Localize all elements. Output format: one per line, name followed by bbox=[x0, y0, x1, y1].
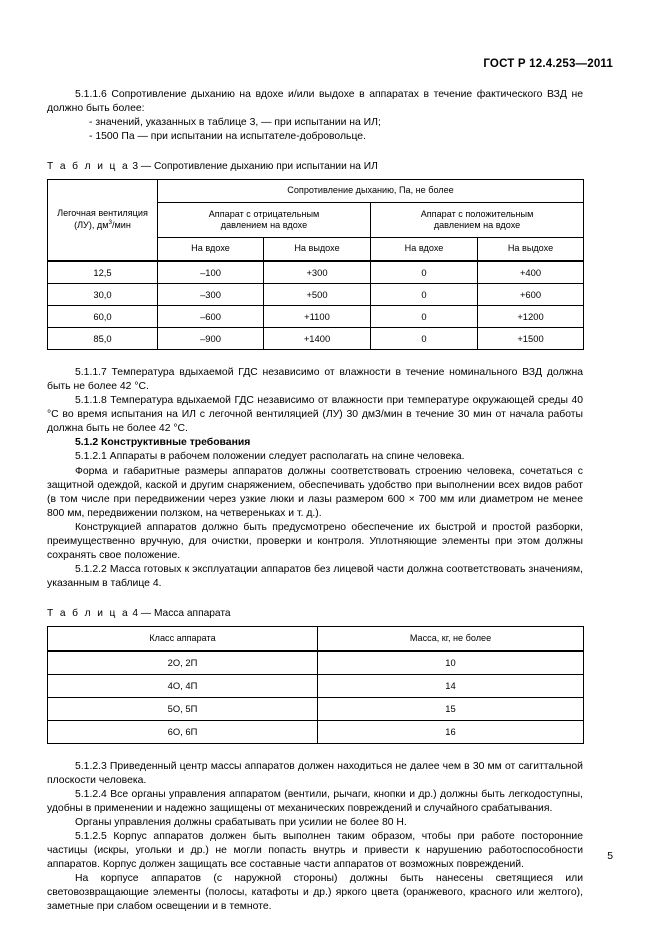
table3-caption-number: 3 bbox=[132, 161, 139, 173]
paragraph-5-1-2-3: 5.1.2.3 Приведенный центр массы аппаратов должен находиться не далее чем в 30 мм от сагиттальной плоскости человека. bbox=[47, 760, 583, 786]
table3-cell: 30,0 bbox=[48, 284, 158, 306]
paragraph-5-1-2-1-b: Форма и габаритные размеры аппаратов должны соответствовать строению человека, сочетаться с защитной одеждой, каской и другим снаряжением, обеспечивать удобство при выполнении всех видов работ (в том числе при передвижении через узкие люки и лазы размером 600 × 700 мм или диаметром не менее 800 мм, передвижении ползком, на четвереньках и т. д.). bbox=[47, 465, 583, 519]
paragraph-5-1-1-6: 5.1.1.6 Сопротивление дыханию на вдохе и/или выдохе в аппаратах в течение фактического ВЗД не должно быть более: bbox=[47, 89, 583, 115]
table3-cell: 12,5 bbox=[48, 261, 158, 284]
table4-caption-dash: — bbox=[140, 607, 152, 619]
table4-caption-lead: Т а б л и ц а bbox=[47, 607, 130, 619]
table3-head-row-1 bbox=[48, 180, 584, 203]
page-content bbox=[47, 88, 583, 914]
table3-cell: +1500 bbox=[478, 328, 584, 350]
table3-caption-dash: — bbox=[140, 161, 152, 173]
table3-cell: +400 bbox=[478, 261, 584, 284]
standard-header: ГОСТ Р 12.4.253—2011 bbox=[483, 58, 613, 70]
list-item-1500pa: - 1500 Па — при испытании на испытателе-добровольце. bbox=[89, 131, 366, 143]
table3-subheader-1: На выдохе bbox=[264, 238, 371, 262]
table4-head bbox=[48, 626, 584, 651]
table-row bbox=[48, 697, 584, 720]
table3-cell: 0 bbox=[371, 284, 478, 306]
paragraph-5-1-2-4-b: Органы управления должны срабатывать при усилии не более 80 Н. bbox=[75, 817, 407, 829]
table4-head-row bbox=[48, 626, 584, 651]
heading-5-1-2: 5.1.2 Конструктивные требования bbox=[75, 437, 251, 449]
table3-cell: –100 bbox=[158, 261, 264, 284]
paragraph-5-1-1-8: 5.1.1.8 Температура вдыхаемой ГДС независимо от влажности при температуре окружающей среды 40 °С во время испытания на ИЛ с легочной вентиляцией (ЛУ) 30 дм3/мин в течение 30 мин от начала работы должна быть не более 42 °С. bbox=[47, 395, 583, 435]
paragraph-5-1-1-7: 5.1.1.7 Температура вдыхаемой ГДС независимо от влажности в течение номинального ВЗД должна быть не более 42 °С. bbox=[47, 367, 583, 393]
paragraph-5-1-2-1-c: Конструкцией аппаратов должно быть предусмотрено обеспечение их быстрой и простой разборки, преимущественно вручную, для очистки, проверки и контроля. Уплотняющие элементы при этом должны сохранять свое положение. bbox=[47, 521, 583, 561]
table3-caption-title: Сопротивление дыханию при испытании на ИЛ bbox=[153, 161, 378, 173]
table-apparatus-mass bbox=[47, 626, 584, 744]
page-number: 5 bbox=[607, 851, 613, 862]
table3-group-negative-line2: давлением на вдохе bbox=[220, 220, 308, 231]
table-row bbox=[48, 306, 584, 328]
table3-group-positive bbox=[371, 203, 584, 238]
table3-group-positive-line1: Аппарат с положительным bbox=[420, 208, 534, 219]
table3-caption bbox=[47, 160, 583, 173]
table3-cell: 60,0 bbox=[48, 306, 158, 328]
table3-group-negative bbox=[158, 203, 371, 238]
table4-cell: 5О, 5П bbox=[48, 697, 318, 720]
table4-cell: 6О, 6П bbox=[48, 720, 318, 743]
table3-cell: +1400 bbox=[264, 328, 371, 350]
table3-cell: 0 bbox=[371, 328, 478, 350]
table-row bbox=[48, 284, 584, 306]
table-row bbox=[48, 720, 584, 743]
table4-body bbox=[48, 651, 584, 744]
table3-stub-line2-b: /мин bbox=[112, 220, 131, 231]
table4-caption-title: Масса аппарата bbox=[153, 607, 231, 619]
table3-cell: +500 bbox=[264, 284, 371, 306]
table4-cell: 10 bbox=[318, 651, 584, 675]
table3-group-negative-line1: Аппарат с отрицательным bbox=[208, 208, 320, 219]
table3-subheader-2: На вдохе bbox=[371, 238, 478, 262]
paragraph-5-1-2-1: 5.1.2.1 Аппараты в рабочем положении следует располагать на спине человека. bbox=[75, 451, 465, 463]
table-row bbox=[48, 674, 584, 697]
table4-caption bbox=[47, 607, 583, 620]
table3-group-positive-line2: давлением на вдохе bbox=[433, 220, 521, 231]
table3-cell: 0 bbox=[371, 261, 478, 284]
table3-stub-line1: Легочная вентиляция bbox=[57, 208, 148, 219]
table3-stub-line2-a: (ЛУ), дм bbox=[74, 220, 109, 231]
table3-span-header: Сопротивление дыханию, Па, не более bbox=[158, 180, 584, 203]
table3-head bbox=[48, 180, 584, 262]
paragraph-5-1-2-5: 5.1.2.5 Корпус аппаратов должен быть выполнен таким образом, чтобы при работе посторонние частицы (искры, угольки и др.) не могли попасть внутрь и привести к нарушению работоспособности аппаратов. Корпус должен защищать все составные части аппаратов от возможных повреждений. bbox=[47, 831, 583, 871]
table4-caption-number: 4 bbox=[132, 607, 139, 619]
table3-cell: +1200 bbox=[478, 306, 584, 328]
table3-cell: –600 bbox=[158, 306, 264, 328]
table3-stub-header bbox=[48, 180, 158, 262]
paragraph-5-1-2-2: 5.1.2.2 Масса готовых к эксплуатации аппаратов без лицевой части должна соответствовать значениям, указанным в таблице 4. bbox=[47, 563, 583, 589]
table4-header-mass: Масса, кг, не более bbox=[318, 626, 584, 651]
table3-cell: +300 bbox=[264, 261, 371, 284]
list-item-values-table3: - значений, указанных в таблице 3, — при испытании на ИЛ; bbox=[89, 117, 381, 129]
table-row bbox=[48, 651, 584, 675]
table3-cell: +1100 bbox=[264, 306, 371, 328]
table-row bbox=[48, 261, 584, 284]
table4-cell: 14 bbox=[318, 674, 584, 697]
paragraph-5-1-2-4: 5.1.2.4 Все органы управления аппаратом (вентили, рычаги, кнопки и др.) должны быть легкодоступны, удобны в применении и надежно защищены от механических повреждений и случайного срабатывания. bbox=[47, 789, 583, 815]
table3-subheader-0: На вдохе bbox=[158, 238, 264, 262]
table3-cell: 85,0 bbox=[48, 328, 158, 350]
table3-cell: +600 bbox=[478, 284, 584, 306]
table-row bbox=[48, 328, 584, 350]
table3-caption-lead: Т а б л и ц а bbox=[47, 161, 130, 173]
table3-cell: –300 bbox=[158, 284, 264, 306]
table-breathing-resistance bbox=[47, 179, 584, 350]
table4-cell: 2О, 2П bbox=[48, 651, 318, 675]
table4-cell: 4О, 4П bbox=[48, 674, 318, 697]
table3-cell: 0 bbox=[371, 306, 478, 328]
table3-subheader-3: На выдохе bbox=[478, 238, 584, 262]
table4-cell: 15 bbox=[318, 697, 584, 720]
paragraph-5-1-2-5-b: На корпусе аппаратов (с наружной стороны) должны быть нанесены светящиеся или световозвращающие элементы (полосы, катафоты и др.) яркого цвета (оранжевого, красного или желтого), заметные при слабом освещении и в темноте. bbox=[47, 873, 583, 913]
table4-header-class: Класс аппарата bbox=[48, 626, 318, 651]
table3-stub-superscript: 3 bbox=[108, 219, 113, 227]
table3-body bbox=[48, 261, 584, 350]
table4-cell: 16 bbox=[318, 720, 584, 743]
table3-cell: –900 bbox=[158, 328, 264, 350]
